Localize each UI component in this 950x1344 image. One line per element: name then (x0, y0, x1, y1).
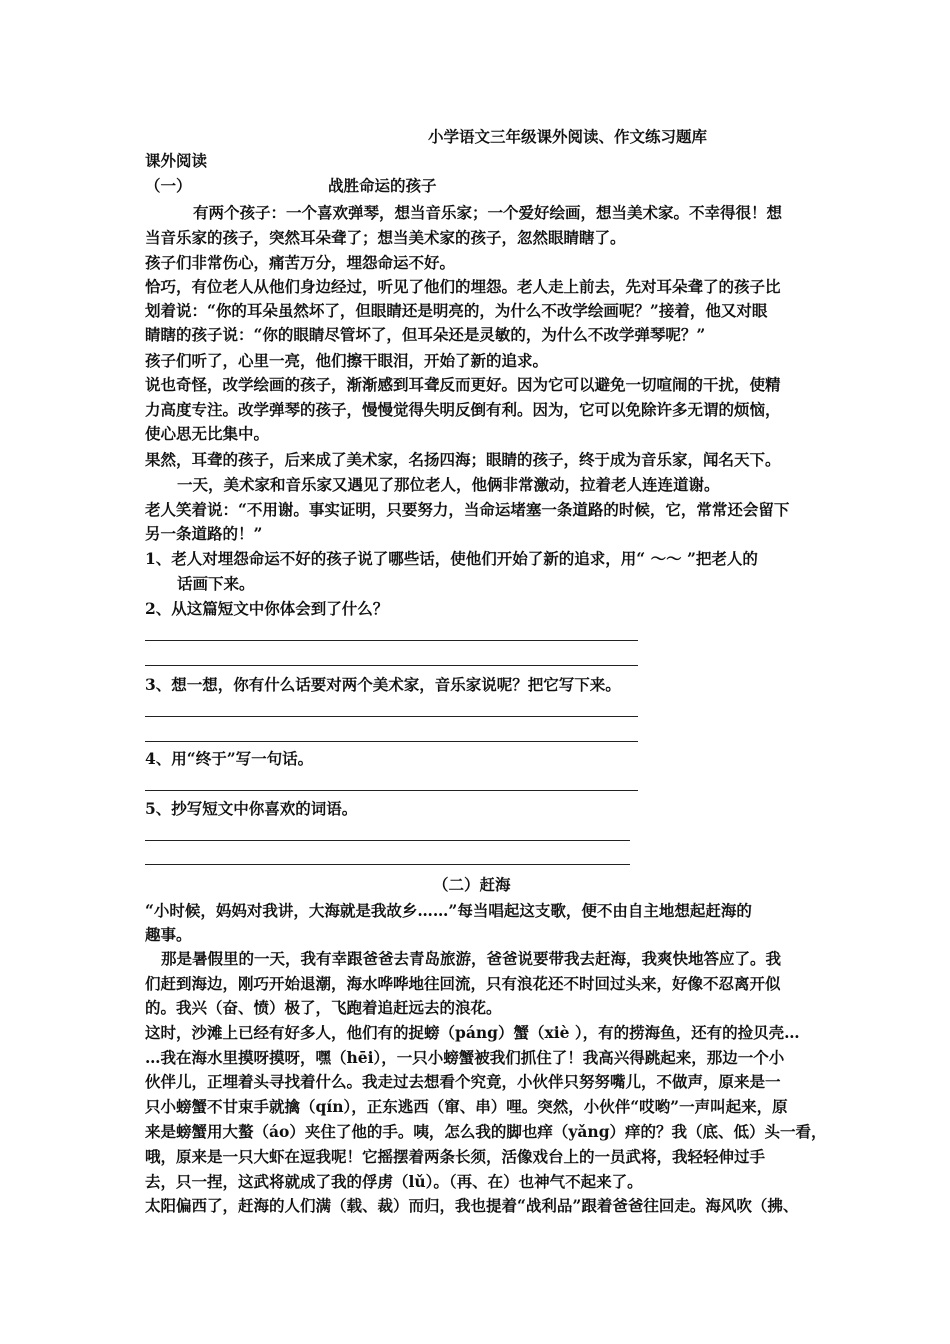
question-4: 4、用“终于”写一句话。 (145, 749, 314, 768)
answer-line[interactable] (145, 790, 638, 791)
page-title: 小学语文三年级课外阅读、作文练习题库 (428, 127, 708, 146)
passage1-line: 果然，耳聋的孩子，后来成了美术家，名扬四海；眼睛的孩子，终于成为音乐家，闻名天下。 (145, 450, 781, 469)
passage2-line: 伙伴儿，正埋着头寻找着什么。我走过去想看个究竟，小伙伴只努努嘴儿，不做声，原来是一 (145, 1072, 781, 1091)
passage1-line: 使心思无比集中。 (145, 424, 270, 443)
answer-line[interactable] (145, 665, 638, 666)
passage1-line: 一天，美术家和音乐家又遇见了那位老人，他俩非常激动，拉着老人连连道谢。 (177, 475, 720, 494)
passage2-line: 趣事。 (145, 925, 192, 944)
passage1-line: 有两个孩子：一个喜欢弹琴，想当音乐家；一个爱好绘画，想当美术家。不幸得很！想 (193, 203, 783, 222)
question-5: 5、抄写短文中你喜欢的词语。 (145, 799, 358, 818)
answer-line[interactable] (145, 864, 630, 865)
question-2: 2、从这篇短文中你体会到了什么？ (145, 599, 389, 618)
passage1-line: 划着说：“你的耳朵虽然坏了，但眼睛还是明亮的，为什么不改学绘画呢？”接着，他又对眼 (145, 301, 768, 320)
passage1-line: 睛瞎的孩子说：“你的眼睛尽管坏了，但耳朵还是灵敏的，为什么不改学弹琴呢？” (145, 325, 706, 344)
passage2-title: （二）赶海 (433, 875, 511, 894)
question-1-cont: 话画下来。 (177, 574, 255, 593)
passage2-line: 哦，原来是一只大虾在逗我呢！它摇摆着两条长须，活像戏台上的一员武将，我轻轻伸过手 (145, 1147, 766, 1166)
passage2-line: 去，只一捏，这武将就成了我的俘虏（lǔ）。（再、在）也神气不起来了。 (145, 1172, 643, 1191)
passage2-line: 的。我兴（奋、愤）极了，飞跑着追赶远去的浪花。 (145, 998, 502, 1017)
answer-line[interactable] (145, 640, 638, 641)
answer-line[interactable] (145, 716, 638, 717)
passage2-line: …我在海水里摸呀摸呀，嘿（hēi），一只小螃蟹被我们抓住了！我高兴得跳起来，那边一个小 (145, 1048, 785, 1067)
passage1-title: 战胜命运的孩子 (328, 176, 437, 195)
passage1-line: 说也奇怪，改学绘画的孩子，渐渐感到耳聋反而更好。因为它可以避免一切喧闹的干扰，使精 (145, 375, 781, 394)
passage1-line: 力高度专注。改学弹琴的孩子，慢慢觉得失明反倒有利。因为，它可以免除许多无谓的烦恼， (145, 400, 781, 419)
passage1-line: 恰巧，有位老人从他们身边经过，听见了他们的埋怨。老人走上前去，先对耳朵聋了的孩子比 (145, 277, 781, 296)
passage2-line: 太阳偏西了，赶海的人们满（载、裁）而归，我也提着“战利品”跟着爸爸往回走。海风吹（拂、 (145, 1196, 799, 1215)
passage2-line: 那是暑假里的一天，我有幸跟爸爸去青岛旅游，爸爸说要带我去赶海，我爽快地答应了。我 (161, 949, 782, 968)
question-3: 3、想一想，你有什么话要对两个美术家，音乐家说呢？把它写下来。 (145, 675, 621, 694)
passage2-line: 们赶到海边，刚巧开始退潮，海水哗哗地往回流，只有浪花还不时回过头来，好像不忍离开似 (145, 974, 781, 993)
passage2-line: 来是螃蟹用大螯（áo）夹住了他的手。咦，怎么我的脚也痒（yǎng）痒的？我（底、低）头一看， (145, 1122, 827, 1141)
passage2-line: 这时，沙滩上已经有好多人，他们有的捉螃（páng）蟹（xiè ），有的捞海鱼，还有的捡贝壳… (145, 1023, 800, 1042)
passage2-line: 只小螃蟹不甘束手就擒（qín），正东逃西（窜、串）哩。突然，小伙伴“哎哟”一声叫起来，原 (145, 1097, 788, 1116)
passage1-line: 另一条道路的！” (145, 524, 263, 543)
answer-line[interactable] (145, 741, 638, 742)
passage2-line: “小时候，妈妈对我讲，大海就是我故乡……”每当唱起这支歌，便不由自主地想起赶海的 (145, 901, 752, 920)
question-1: 1、老人对埋怨命运不好的孩子说了哪些话，使他们开始了新的追求，用“ ～～ ”把老人的 (145, 549, 758, 568)
passage1-number: （一） (145, 176, 192, 195)
passage1-line: 老人笑着说：“不用谢。事实证明，只要努力，当命运堵塞一条道路的时候，它，常常还会留下 (145, 500, 790, 519)
passage1-line: 孩子们非常伤心，痛苦万分，埋怨命运不好。 (145, 253, 456, 272)
answer-line[interactable] (145, 840, 630, 841)
passage1-line: 孩子们听了，心里一亮，他们擦干眼泪，开始了新的追求。 (145, 351, 549, 370)
passage1-line: 当音乐家的孩子，突然耳朵聋了；想当美术家的孩子，忽然眼睛瞎了。 (145, 228, 626, 247)
section-label: 课外阅读 (145, 151, 208, 170)
